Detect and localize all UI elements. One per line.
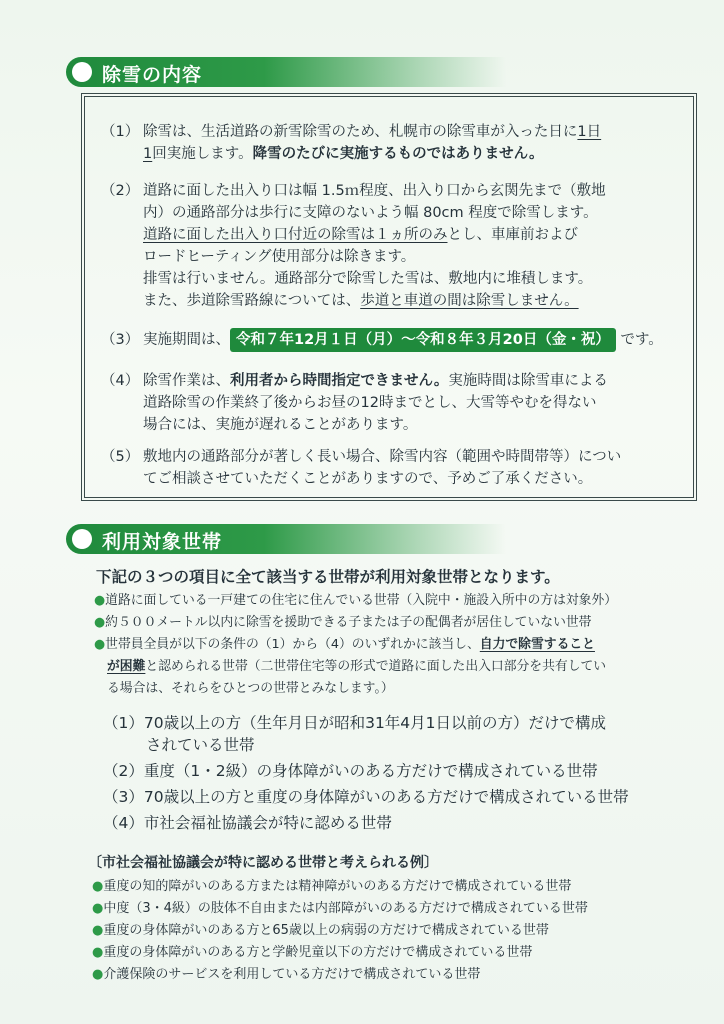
item-1-line-1 <box>101 121 601 143</box>
bullet-icon: ● <box>92 923 104 938</box>
underlined-text: 1日 <box>577 124 602 140</box>
item-5-line-1 <box>101 446 621 468</box>
text: 実施期間は、 <box>143 332 230 348</box>
examples-title: 〔市社会福祉協議会が特に認める世帯と考えられる例〕 <box>88 855 438 871</box>
section-header-eligible-households <box>66 524 506 554</box>
text: 道路に面した出入り口は幅 1.5ｍ程度、出入り口から玄関先まで（敷地 <box>143 183 606 199</box>
underlined-text: が困難 <box>107 659 146 674</box>
text: 道路に面している一戸建ての住宅に住んでいる世帯（入院中・施設入所中の方は対象外） <box>105 593 618 608</box>
item-4-line-1 <box>101 370 608 392</box>
item-2-line-5: 排雪は行いません。通路部分で除雪した雪は、敷地内に堆積します。 <box>143 271 593 287</box>
item-3 <box>101 328 663 352</box>
example-item <box>92 942 532 964</box>
section-title: 除雪の内容 <box>102 64 203 86</box>
eligibility-lead: 下記の３つの項目に全て該当する世帯が利用対象世帯となります。 <box>96 568 560 586</box>
example-item <box>92 876 571 898</box>
text: 敷地内の通路部分が著しく長い場合、除雪内容（範囲や時間帯等）につい <box>143 449 622 465</box>
item-2-line-2: 内）の通路部分は歩行に支障のないよう幅 80cm 程度で除雪します。 <box>143 205 598 221</box>
item-number: （4） <box>101 373 140 389</box>
text: です。 <box>620 332 663 348</box>
bullet-icon: ● <box>92 879 104 894</box>
circle-icon <box>72 62 92 82</box>
example-item <box>92 964 480 986</box>
bullet-icon: ● <box>94 637 106 652</box>
bullet-item <box>94 634 595 656</box>
item-4-line-2: 道路除雪の作業終了後からお昼の12時までとし、大雪等やむを得ない <box>143 395 597 411</box>
text: 実施時間は除雪車による <box>448 373 608 389</box>
item-2-line-3 <box>143 224 578 246</box>
bullet-icon: ● <box>94 615 106 630</box>
bullet-item <box>94 612 591 634</box>
underlined-text: 道路に面した出入り口付近の除雪は１ヵ所のみ <box>143 227 448 243</box>
text: 回実施します。 <box>152 146 253 162</box>
bullet-icon: ● <box>92 967 104 982</box>
condition-3: （3）70歳以上の方と重度の身体障がいのある方だけで構成されている世帯 <box>103 788 629 806</box>
item-1-line-2 <box>143 143 543 165</box>
item-number: （5） <box>101 449 140 465</box>
circle-icon <box>72 529 92 549</box>
text: また、歩道除雪路線については、 <box>143 293 361 309</box>
bullet-item-continued: る場合は、それらをひとつの世帯とみなします。） <box>107 681 394 696</box>
bullet-icon: ● <box>92 901 104 916</box>
bold-text: 降雪のたびに実施するものではありません。 <box>252 146 544 162</box>
item-4-line-3: 場合には、実施が遅れることがあります。 <box>143 417 418 433</box>
text: 介護保険のサービスを利用している方だけで構成されている世帯 <box>103 967 481 982</box>
item-number: （3） <box>101 332 140 348</box>
bullet-item-continued <box>107 656 606 678</box>
text: 除雪作業は、 <box>143 373 230 389</box>
condition-2: （2）重度（1・2級）の身体障がいのある方だけで構成されている世帯 <box>103 762 598 780</box>
bold-text: 利用者から時間指定できません。 <box>230 373 449 389</box>
condition-4: （4）市社会福祉協議会が特に認める世帯 <box>103 814 392 832</box>
text: 除雪は、生活道路の新雪除雪のため、札幌市の除雪車が入った日に <box>143 124 578 140</box>
condition-1: （1）70歳以上の方（生年月日が昭和31年4月1日以前の方）だけで構成 <box>103 714 607 732</box>
item-2-line-1 <box>101 180 606 202</box>
item-number: （1） <box>101 124 140 140</box>
bullet-icon: ● <box>92 945 104 960</box>
text: とし、車庫前および <box>447 227 578 243</box>
item-2-line-4: ロードヒーティング使用部分は除きます。 <box>143 249 416 265</box>
period-highlight: 令和７年12月１日（月）～令和８年３月20日（金・祝） <box>230 328 616 352</box>
text: 世帯員全員が以下の条件の（1）から（4）のいずれかに該当し、 <box>105 637 480 652</box>
underlined-text: 歩道と車道の間は除雪しません。 <box>360 293 579 309</box>
item-2-line-6 <box>143 290 579 312</box>
text: 重度の身体障がいのある方と学齢児童以下の方だけで構成されている世帯 <box>103 945 533 960</box>
text: 約５００メートル以内に除雪を援助できる子または子の配偶者が居住していない世帯 <box>105 615 592 630</box>
example-item <box>92 920 549 942</box>
text: 重度の知的障がいのある方または精神障がいのある方だけで構成されている世帯 <box>103 879 572 894</box>
bullet-icon: ● <box>94 593 106 608</box>
text: と認められる世帯（二世帯住宅等の形式で道路に面した出入口部分を共有してい <box>145 659 607 674</box>
example-item <box>92 898 588 920</box>
item-number: （2） <box>101 183 140 199</box>
underlined-text: 自力で除雪すること <box>479 637 595 652</box>
item-5-line-2: てご相談させていただくことがありますので、予めご了承ください。 <box>143 471 593 487</box>
section-header-snow-removal <box>66 57 506 87</box>
bullet-item <box>94 590 617 612</box>
text: 重度の身体障がいのある方と65歳以上の病弱の方だけで構成されている世帯 <box>103 923 549 938</box>
underlined-text: 1 <box>143 146 153 162</box>
condition-1-continued: されている世帯 <box>146 736 255 754</box>
text: 中度（3・4級）の肢体不自由または内部障がいのある方だけで構成されている世帯 <box>103 901 588 916</box>
section-title: 利用対象世帯 <box>102 531 223 553</box>
